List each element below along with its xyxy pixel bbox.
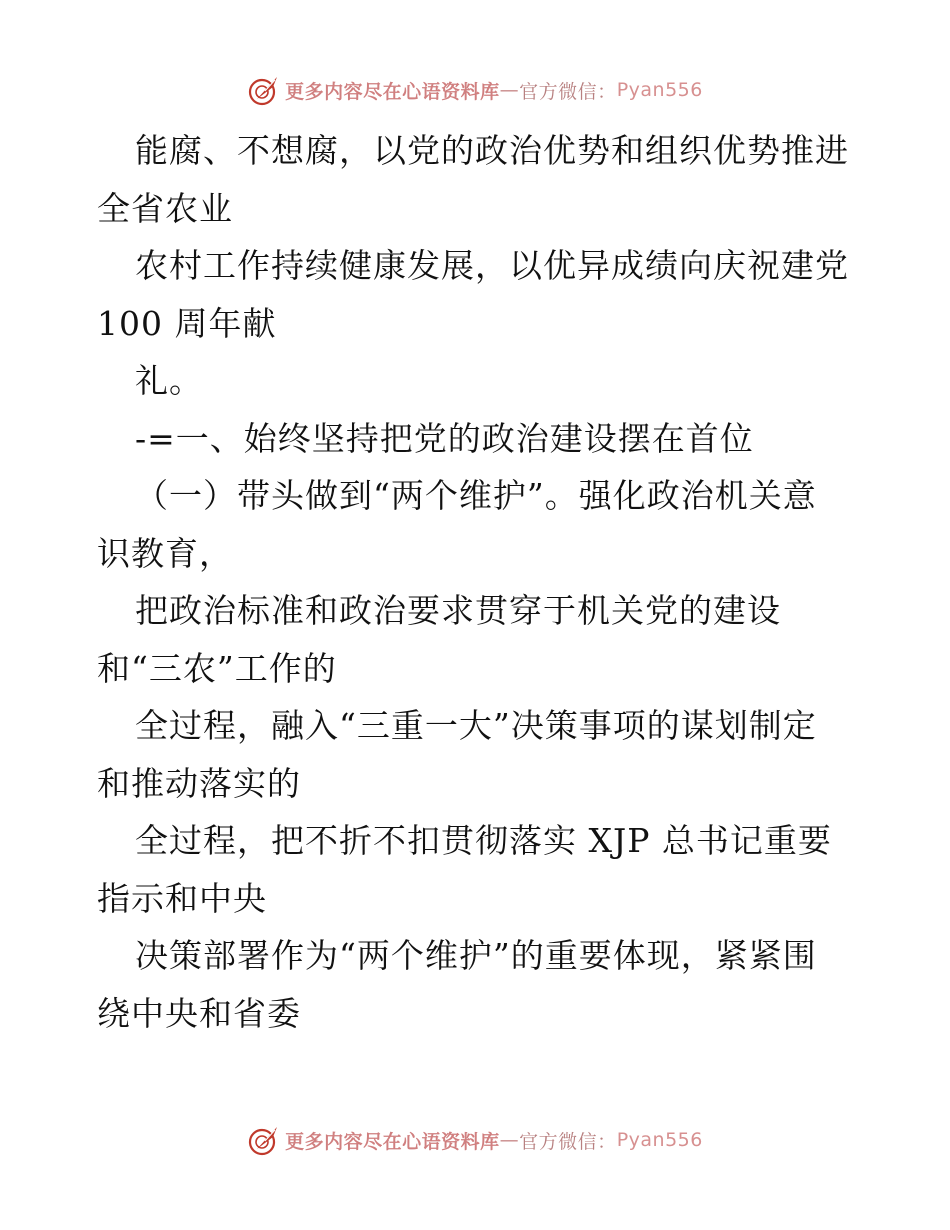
text-line: 农村工作持续健康发展，以优异成绩向庆祝建党 xyxy=(135,246,849,285)
banner-separator: — xyxy=(499,1129,520,1151)
text-line: 全过程，把不折不扣贯彻落实 XJP 总书记重要 xyxy=(135,821,832,860)
header-banner xyxy=(0,70,950,110)
banner-official-label: 官方微信： xyxy=(519,1130,617,1153)
text-line: 识教育， xyxy=(97,533,233,573)
footer-banner xyxy=(0,1120,950,1160)
quill-logo-icon xyxy=(247,73,281,107)
text-line: 和推动落实的 xyxy=(97,763,301,803)
text-line: 全过程，融入“三重一大”决策事项的谋划制定 xyxy=(135,706,817,745)
text-line: 礼。 xyxy=(135,361,203,400)
text-line: 绕中央和省委 xyxy=(97,993,301,1033)
text-line: 把政治标准和政治要求贯穿于机关党的建设 xyxy=(135,591,781,630)
subsection-heading: （一）带头做到“两个维护”。强化政治机关意 xyxy=(135,476,817,515)
banner-wechat-id: Pyan556 xyxy=(616,79,703,101)
banner-wechat-id: Pyan556 xyxy=(616,1129,703,1151)
banner-official-label: 官方微信： xyxy=(519,80,617,103)
document-body xyxy=(97,122,857,1042)
text-line: 能腐、不想腐，以党的政治优势和组织优势推进 xyxy=(135,131,849,170)
text-line: 和“三农”工作的 xyxy=(97,648,337,688)
text-line: 全省农业 xyxy=(97,188,233,228)
text-line: 决策部署作为“两个维护”的重要体现，紧紧围 xyxy=(135,936,817,975)
banner-site-text: 更多内容尽在心语资料库 xyxy=(285,1130,500,1153)
banner-site-text: 更多内容尽在心语资料库 xyxy=(285,80,500,103)
banner-separator: — xyxy=(499,79,520,101)
text-line: 指示和中央 xyxy=(97,878,267,918)
section-heading: -=一、始终坚持把党的政治建设摆在首位 xyxy=(135,418,754,458)
text-line: 100 周年献 xyxy=(97,303,277,343)
quill-logo-icon xyxy=(247,1123,281,1157)
